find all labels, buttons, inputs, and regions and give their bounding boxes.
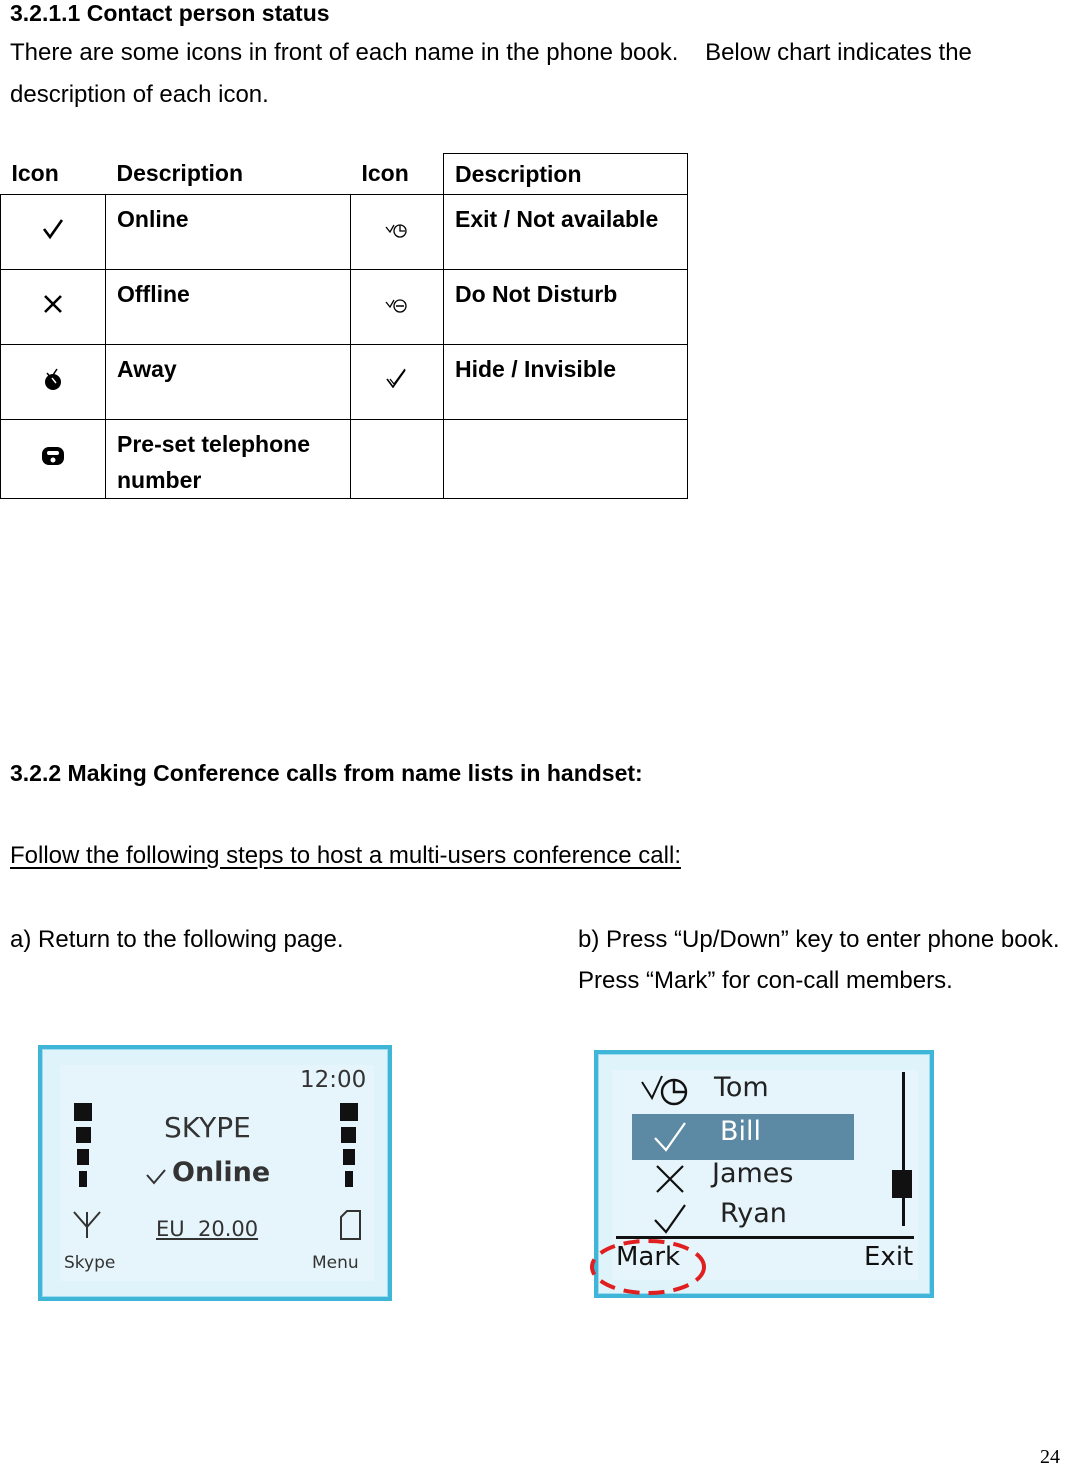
table-header-row [1,154,688,195]
status-online: Online [172,1157,271,1188]
online-check-icon [652,1202,688,1236]
intro-text-line1: There are some icons in front of each name in the phone book. Below chart indicates the [10,39,972,66]
table-row [1,420,688,499]
header-description-1: Description [106,154,351,195]
table-row [1,270,688,345]
desc-preset-phone-line2: number [117,467,202,493]
step-b-text-line1: b) Press “Up/Down” key to enter phone book. [578,926,1060,953]
desc-preset-phone-line1: Pre-set telephone [117,431,310,457]
desc-offline: Offline [106,270,351,345]
offline-x-icon [1,270,106,345]
antenna-icon [72,1209,102,1239]
exit-clock-icon [351,195,444,270]
app-title: SKYPE [164,1111,251,1144]
table-row [1,195,688,270]
desc-exit: Exit / Not available [444,195,688,270]
softkey-mark[interactable]: Mark [616,1242,681,1272]
status-icon-table [0,153,688,499]
clock-time: 12:00 [300,1067,367,1093]
scrollbar-track [902,1072,905,1226]
desc-online: Online [106,195,351,270]
contact-name-ryan[interactable]: Ryan [720,1198,787,1229]
step-b-text-line2: Press “Mark” for con-call members. [578,967,953,994]
handset-screen-idle [38,1045,392,1301]
step-a-text: a) Return to the following page. [10,926,344,953]
empty-icon-cell [351,420,444,499]
desc-away: Away [106,345,351,420]
mark-highlight-ellipse [586,1236,710,1302]
desc-invisible: Hide / Invisible [444,345,688,420]
header-icon-2: Icon [351,154,444,195]
contact-name-bill[interactable]: Bill [720,1116,762,1147]
signal-strength-icon [74,1103,98,1203]
scrollbar-thumb[interactable] [892,1170,912,1198]
softkey-exit[interactable]: Exit [864,1242,914,1272]
intro-text-line2: description of each icon. [10,81,269,108]
page-number: 24 [1040,1446,1060,1468]
away-moon-icon [1,345,106,420]
invisible-check-icon [351,345,444,420]
online-check-icon [652,1120,688,1154]
softkey-menu[interactable]: Menu [312,1253,359,1273]
desc-preset-phone [106,420,351,499]
offline-x-icon [652,1162,688,1196]
header-description-2: Description [444,154,688,195]
contact-name-james[interactable]: James [712,1158,794,1189]
online-check-icon [1,195,106,270]
exit-clock-icon [640,1072,692,1108]
credit-balance: EU 20.00 [156,1217,259,1241]
table-row [1,345,688,420]
empty-desc-cell [444,420,688,499]
battery-level-icon [338,1103,362,1203]
desc-dnd: Do Not Disturb [444,270,688,345]
header-icon-1: Icon [1,154,106,195]
sim-card-icon [338,1209,364,1241]
phone-icon [1,420,106,499]
conference-subheading: Follow the following steps to host a multi-users conference call: [10,842,681,869]
section-heading-conference: 3.2.2 Making Conference calls from name lists in handset: [10,760,643,786]
softkey-skype[interactable]: Skype [64,1253,116,1273]
contact-name-tom[interactable]: Tom [714,1072,769,1103]
section-heading-status: 3.2.1.1 Contact person status [10,0,330,26]
online-check-icon [144,1167,168,1187]
dnd-minus-icon [351,270,444,345]
